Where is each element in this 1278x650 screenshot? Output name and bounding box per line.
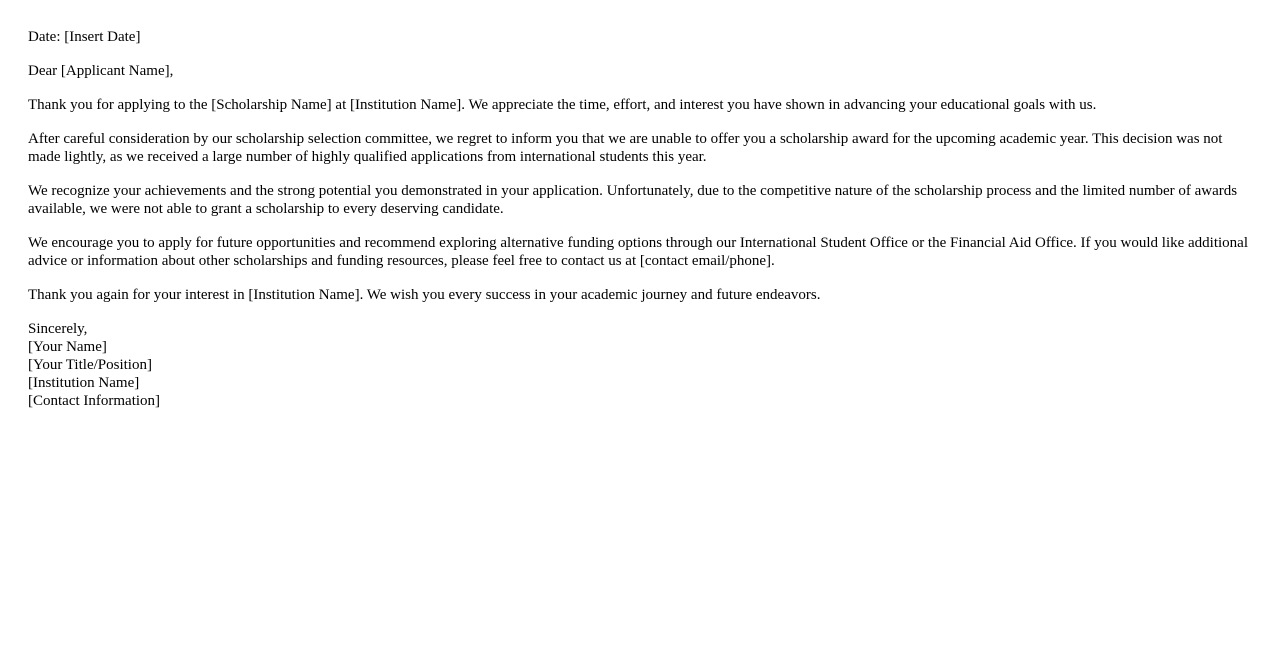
paragraph-closing: Thank you again for your interest in [Institution Name]. We wish you every success in your academic journey and future endeavors. xyxy=(28,287,821,303)
paragraph-recognition: We recognize your achievements and the strong potential you demonstrated in your application. Unfortunately, due to the competitive nature of the scholarship process and the limited number of awards available, we were not able to grant a scholarship to every deserving candidate. xyxy=(28,183,1238,217)
signer-name: [Your Name] xyxy=(28,339,107,355)
signer-institution: [Institution Name] xyxy=(28,375,140,391)
paragraph-encouragement: We encourage you to apply for future opportunities and recommend exploring alternative funding options through our International Student Office or the Financial Aid Office. If you would like additional advice or information about other scholarships and funding resources, please feel free to contact us at [contact email/phone]. xyxy=(28,235,1249,269)
salutation: Dear [Applicant Name], xyxy=(28,63,174,79)
signer-contact: [Contact Information] xyxy=(28,393,161,409)
signer-title: [Your Title/Position] xyxy=(28,357,152,373)
paragraph-decision: After careful consideration by our scholarship selection committee, we regret to inform you that we are unable to offer you a scholarship award for the upcoming academic year. This decision was not made lightly, as we received a large number of highly qualified applications from international students this year. xyxy=(28,131,1223,165)
signature-block xyxy=(28,320,1250,410)
closing-phrase: Sincerely, xyxy=(28,321,88,337)
date-line: Date: [Insert Date] xyxy=(28,29,141,45)
paragraph-intro: Thank you for applying to the [Scholarship Name] at [Institution Name]. We appreciate the time, effort, and interest you have shown in advancing your educational goals with us. xyxy=(28,97,1097,113)
